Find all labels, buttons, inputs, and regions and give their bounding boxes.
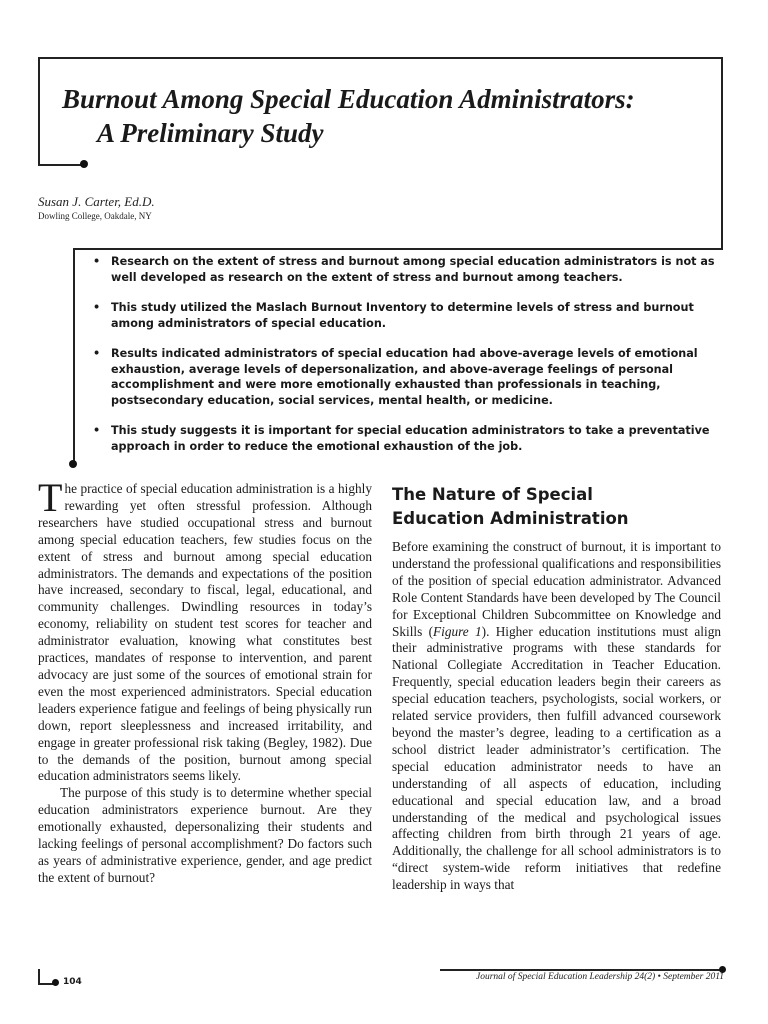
abstract-list <box>93 254 733 469</box>
body-left-column <box>38 475 372 887</box>
purpose-paragraph: The purpose of this study is to determine whether special education administrators experience burnout. Are they emotionally exhausted, depersonalizing their students and lacking feelings of personal accomplishment? Do factors such as years of administrative experience, gender, and age predict the extent of burnout? <box>38 785 372 885</box>
section-text-2: ). Higher education institutions must align their administrative programs with these standards for National Collegiate Accreditation in Teacher Education. Frequently, special education leaders begin their careers as special education teachers, psychologists, social workers, or related service providers, then fulfill advanced coursework beyond the master’s degree, leading to a certification as a school district leader administrator’s certification. The special education administrator needs to have an understanding of all aspects of education, including educational and special education law, and a broad understanding of the medical and psychological issues affecting children from birth through 21 years of age. Additionally, the challenge for all school administrators is to “direct system-wide reform initiatives that redefine leadership in ways that <box>392 623 721 893</box>
frame-left-bottom-line <box>38 164 84 166</box>
author-name: Susan J. Carter, Ed.D. <box>38 194 155 209</box>
page-number: 104 <box>63 977 82 987</box>
title-line-1: Burnout Among Special Education Administrators: <box>62 84 635 114</box>
journal-citation: Journal of Special Education Leadership 24(2) • September 2011 <box>476 972 724 982</box>
section-text-1: Before examining the construct of burnout, it is important to understand the professional qualifications and responsibilities of the position of special education administrator. Advanced Role Content Standards have been developed by The Council for Exceptional Children Subcommittee on Knowledge and Skills ( <box>392 539 721 639</box>
frame-top-line <box>38 57 723 59</box>
section-heading <box>392 483 732 531</box>
abstract-item: • Research on the extent of stress and burnout among special education administrators is not as well developed as research on the extent of stress and burnout among teachers. <box>93 254 733 285</box>
frame-left-line <box>38 57 40 164</box>
figure-reference: Figure 1 <box>433 623 482 639</box>
section-heading-line-2: Education Administration <box>392 509 629 528</box>
frame-inner-left-line <box>73 248 75 463</box>
frame-dot-top <box>80 160 88 168</box>
title-line-2: A Preliminary Study <box>97 118 324 148</box>
intro-paragraph-text: he practice of special education administration is a highly rewarding yet often stressful profession. Although researchers have studied occupational stress and burnout among special education teachers, few studies focus on the extent of stress and burnout among special education administrators. The demands and expectations of the position have increased, secondary to fiscal, legal, educational, and community challenges. Dwindling resources in today’s economy, reliability on student test scores for teacher and administrator evaluation, knowing what constitutes best practices, mandates of response to intervention, and parent advocacy are just some of the sources of emotional strain for even the most experienced administrators. Special education leaders experience fatigue and feelings of being physically run down, report sleeplessness and increased irritability, and engage in greater professional risk taking (Begley, 1982). Due to the demands of the position, burnout among special education administrators seems likely. <box>38 481 372 784</box>
abstract-item: • This study suggests it is important for special education administrators to take a preventative approach in order to reduce the emotional exhaustion of the job. <box>93 423 733 454</box>
abstract-item: • This study utilized the Maslach Burnout Inventory to determine levels of stress and burnout among administrators of special education. <box>93 300 733 331</box>
frame-mid-line <box>73 248 723 250</box>
body-right-column <box>392 539 721 894</box>
abstract-item: • Results indicated administrators of special education had above-average levels of emotional exhaustion, average levels of depersonalization, and above-average feelings of personal accomplishment and were more emotionally exhausted than professionals in teaching, postsecondary education, social services, mental health, or medicine. <box>93 346 733 408</box>
frame-dot-mid <box>69 460 77 468</box>
article-title <box>62 82 742 150</box>
author-affiliation: Dowling College, Oakdale, NY <box>38 211 152 221</box>
drop-cap: T <box>38 475 63 520</box>
footer-dot-left <box>52 979 59 986</box>
footer-left-tick <box>38 969 40 983</box>
section-heading-line-1: The Nature of Special <box>392 485 593 504</box>
intro-paragraph <box>38 475 372 785</box>
footer-right-line <box>440 969 724 971</box>
